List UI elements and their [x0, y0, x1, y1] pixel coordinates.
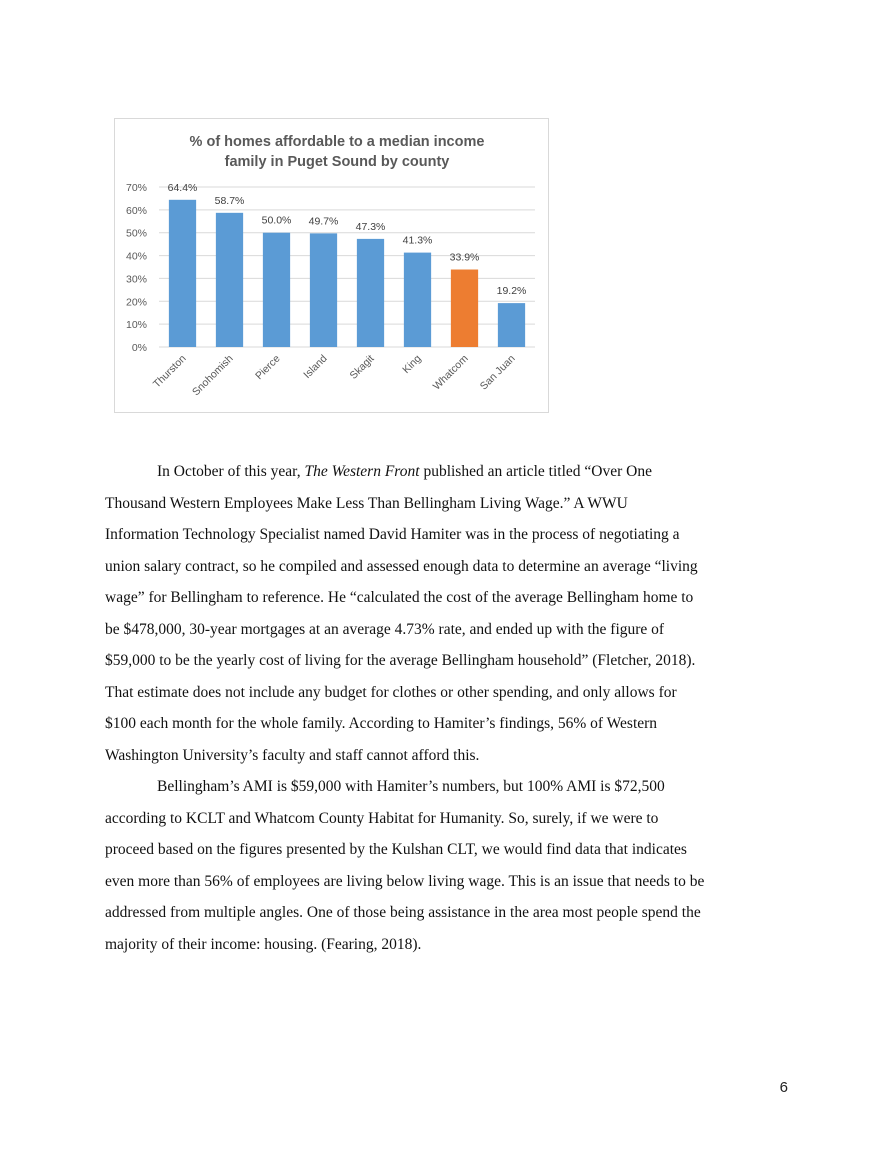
paragraph-2-line-1: Bellingham’s AMI is $59,000 with Hamiter’s numbers, but 100% AMI is $72,500: [157, 778, 665, 795]
data-label: 50.0%: [261, 214, 292, 227]
paragraph-1-line: Thousand Western Employees Make Less Than Bellingham Living Wage.” A WWU: [105, 494, 628, 512]
paragraph-2-line: majority of their income: housing. (Fearing, 2018).: [105, 935, 422, 953]
bar-thurston: [169, 200, 196, 347]
bar-king: [404, 253, 431, 347]
paragraph-1-line: Information Technology Specialist named David Hamiter was in the process of negotiating a: [105, 526, 680, 543]
category-label: San Juan: [477, 352, 518, 393]
y-tick-label: 30%: [125, 273, 147, 286]
category-label: Skagit: [347, 352, 377, 382]
chart-figure: [114, 118, 549, 413]
paragraph-1-line-1: In October of this year, The Western Front published an article titled “Over One: [157, 463, 652, 480]
category-label: Island: [301, 352, 330, 381]
bar-chart: [115, 119, 550, 414]
y-tick-label: 10%: [125, 319, 147, 332]
data-label: 41.3%: [402, 234, 433, 247]
y-tick-label: 0%: [131, 342, 147, 354]
data-label: 33.9%: [449, 251, 480, 264]
category-label: Thurston: [150, 352, 189, 391]
paragraph-1-line: That estimate does not include any budget for clothes or other spending, and only allows for: [105, 683, 677, 701]
bar-island: [310, 233, 337, 347]
paragraph-1-line: Washington University’s faculty and staff cannot afford this.: [105, 746, 480, 764]
data-label: 49.7%: [308, 215, 339, 228]
y-tick-label: 70%: [125, 182, 147, 194]
paragraph-2-line: addressed from multiple angles. One of those being assistance in the area most people spend the: [105, 904, 701, 921]
category-label: Whatcom: [430, 352, 471, 393]
data-label: 58.7%: [214, 194, 245, 207]
paragraph-1-line: be $478,000, 30-year mortgages at an average 4.73% rate, and ended up with the figure of: [105, 620, 665, 638]
bar-pierce: [263, 233, 290, 347]
data-label: 47.3%: [355, 220, 386, 233]
chart-title-line: % of homes affordable to a median income: [189, 134, 485, 150]
y-tick-label: 40%: [125, 250, 147, 263]
paragraph-1-line: $100 each month for the whole family. According to Hamiter’s findings, 56% of Western: [105, 715, 658, 732]
paragraph-1-line: $59,000 to be the yearly cost of living for the average Bellingham household” (Fletcher, 2018).: [105, 652, 696, 669]
bar-skagit: [357, 239, 384, 347]
y-tick-label: 20%: [125, 296, 147, 309]
chart-title-line: family in Puget Sound by county: [224, 154, 450, 170]
publication-title: The Western Front: [304, 463, 420, 480]
category-label: Pierce: [253, 352, 283, 383]
data-label: 64.4%: [167, 181, 198, 194]
data-label: 19.2%: [496, 285, 527, 298]
y-tick-label: 60%: [125, 204, 147, 217]
bar-whatcom: [451, 270, 478, 347]
paragraph-1-line: union salary contract, so he compiled and assessed enough data to determine an average “living: [105, 557, 698, 575]
page-number: 6: [779, 1079, 788, 1096]
category-label: Snohomish: [189, 352, 236, 399]
bar-snohomish: [216, 213, 243, 347]
paragraph-2-line: proceed based on the figures presented by the Kulshan CLT, we would find data that indicates: [105, 841, 687, 858]
category-label: King: [400, 352, 424, 376]
y-tick-label: 50%: [125, 227, 147, 240]
paragraph-1-line: wage” for Bellingham to reference. He “calculated the cost of the average Bellingham home to: [105, 589, 694, 606]
body-text: [105, 456, 795, 960]
paragraph-2-line: according to KCLT and Whatcom County Habitat for Humanity. So, surely, if we were to: [105, 809, 659, 827]
bar-san-juan: [498, 303, 525, 347]
paragraph-2-line: even more than 56% of employees are living below living wage. This is an issue that needs to be: [105, 872, 705, 890]
